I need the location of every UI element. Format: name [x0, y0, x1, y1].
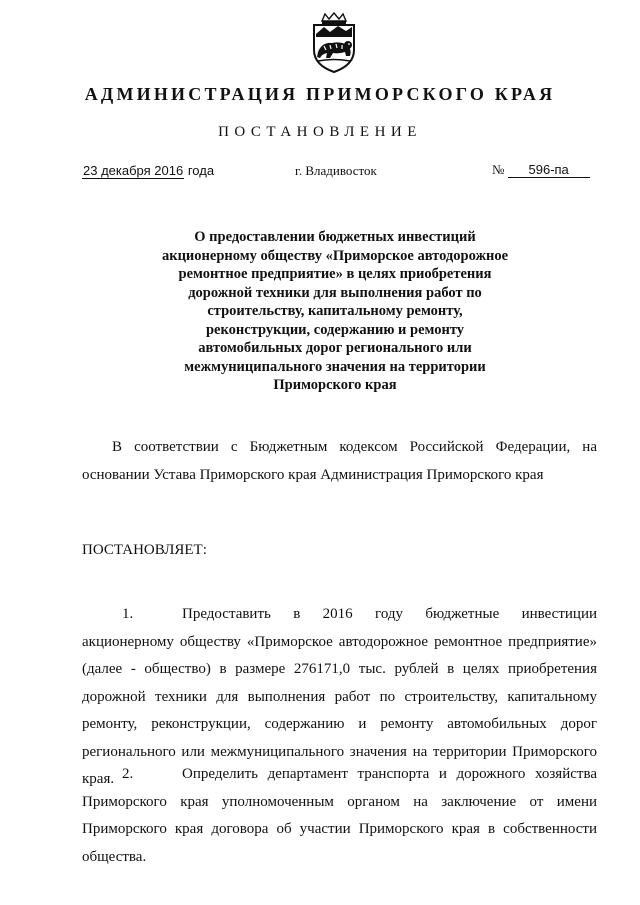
coat-of-arms-icon — [306, 12, 362, 74]
date-suffix: года — [187, 163, 215, 178]
subject-line: Приморского края — [273, 377, 397, 393]
subject-line: акционерному обществу «Приморское автодорожное — [161, 247, 509, 264]
item-number: 1. — [122, 606, 134, 622]
number-label: № — [492, 162, 505, 177]
document-subject — [150, 228, 520, 395]
subject-line: строительству, капитальному ремонту, — [207, 303, 463, 319]
item-paragraph — [82, 761, 597, 871]
subject-line: межмуниципального значения на территории — [184, 358, 486, 375]
preamble-text: В соответствии с Бюджетным кодексом Российской Федерации, на основании Устава Приморского края Администрация Приморского края — [82, 439, 597, 483]
date-value: 23 декабря 2016 — [83, 163, 184, 178]
subject-line: О предоставлении бюджетных инвестиций — [194, 229, 476, 245]
number-value: 596-па — [508, 162, 590, 178]
item-text: Предоставить в 2016 году бюджетные инвестиции акционерному обществу «Приморское автодорожное ремонтное предприятие» (далее - общество) в размере 276171,0 тыс. рублей в целях приобретения дорожной техники для выполнения работ по строительству, капитальному ремонту, реконструкции, содержанию и ремонту автомобильных дорог регионального или межмуниципального значения на территории Приморского края. — [82, 606, 597, 787]
item-number: 2. — [122, 766, 134, 782]
preamble-paragraph — [82, 434, 597, 489]
subject-line: реконструкции, содержанию и ремонту — [205, 321, 465, 338]
item-text: Определить департамент транспорта и дорожного хозяйства Приморского края уполномоченным органом на заключение от имени Приморского края договора об участии Приморского края в собственности общества. — [82, 766, 597, 865]
document-type: ПОСТАНОВЛЕНИЕ — [218, 124, 422, 140]
document-number — [492, 162, 590, 178]
subject-line: дорожной техники для выполнения работ по — [188, 284, 482, 301]
subject-line: автомобильных дорог регионального или — [198, 340, 472, 356]
resolve-heading: ПОСТАНОВЛЯЕТ: — [82, 542, 207, 558]
organization-title: АДМИНИСТРАЦИЯ ПРИМОРСКОГО КРАЯ — [84, 84, 556, 104]
document-city: г. Владивосток — [295, 163, 377, 178]
document-date — [82, 163, 214, 178]
subject-line: ремонтное предприятие» в целях приобретения — [178, 266, 492, 282]
